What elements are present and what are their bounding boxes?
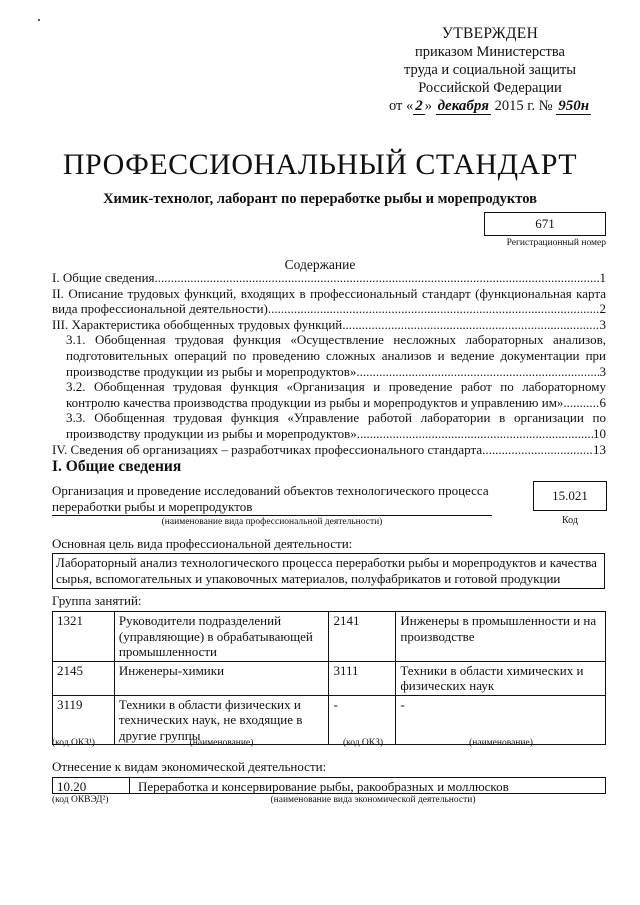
okz-code-caption: (код ОКЗ¹): [52, 738, 95, 748]
toc-item-text: 3.1. Обобщенная трудовая функция «Осуществление несложных лабораторных анализов,: [66, 332, 606, 348]
document-subtitle: Химик-технолог, лаборант по переработке рыбы и морепродуктов: [103, 191, 537, 207]
toc-item-page: 13: [593, 441, 606, 457]
toc-item-text: вида профессиональной деятельности): [52, 301, 268, 317]
okz-name: Инженеры в промышленности и на производстве: [396, 612, 606, 662]
toc-item[interactable]: [52, 317, 606, 333]
okved-row: [52, 777, 606, 794]
okz-code: 3119: [53, 695, 115, 745]
toc-item-text: подготовительных операций по проведению сложных анализов и ведение документации при: [66, 347, 606, 363]
okz-name-caption: (наименование): [189, 738, 254, 748]
table-of-contents: [52, 270, 606, 457]
table-row: [53, 612, 606, 662]
date-day: 2: [415, 98, 423, 114]
scan-speck: [38, 19, 40, 21]
occupation-table: [52, 611, 606, 745]
okz-name: Руководители подразделений (управляющие) в обрабатывающей промышленности: [114, 612, 329, 662]
okz-name-caption: (наименование): [469, 738, 533, 748]
okved-name-caption: (наименование вида экономической деятельности): [270, 795, 476, 805]
code-caption: Код: [562, 515, 578, 526]
toc-item-page: 10: [593, 425, 606, 441]
okz-name: Техники в области химических и физических наук: [396, 661, 606, 695]
toc-item-text: производству продукции из рыбы и морепродуктов»: [66, 425, 357, 441]
okz-name: Инженеры-химики: [114, 661, 329, 695]
activity-caption: (наименование вида профессиональной деятельности): [161, 517, 383, 527]
purpose-line: Лабораторный анализ технологического процесса переработки рыбы и морепродуктов и качества: [56, 555, 597, 570]
okved-name: Переработка и консервирование рыбы, ракообразных и моллюсков: [138, 779, 509, 794]
toc-item[interactable]: [52, 332, 606, 379]
okved-code: 10.20: [57, 779, 87, 794]
approval-line: Российской Федерации: [418, 80, 562, 96]
date-year: 2015 г. №: [494, 98, 553, 114]
okz-code: 3111: [329, 661, 396, 695]
toc-item-text: 3.3. Обобщенная трудовая функция «Управление работой лаборатории в организации по: [66, 410, 606, 426]
toc-item-text: производстве продукции из рыбы и морепродуктов»: [66, 363, 357, 379]
activity-name: [52, 483, 492, 516]
okved-label: Отнесение к видам экономической деятельности:: [52, 759, 327, 774]
toc-heading: Содержание: [284, 257, 356, 272]
order-number: 950н: [558, 98, 590, 114]
okz-name: -: [396, 695, 606, 745]
registration-number: 671: [484, 212, 606, 236]
toc-item-text: 3.2. Обобщенная трудовая функция «Организация и проведение работ по лабораторному: [66, 379, 606, 395]
activity-line: Организация и проведение исследований объектов технологического процесса: [52, 483, 489, 498]
toc-item[interactable]: [52, 286, 606, 317]
approval-line: приказом Министерства: [415, 44, 565, 60]
approval-line: труда и социальной защиты: [404, 62, 576, 78]
date-mid: »: [424, 98, 432, 114]
table-row: [53, 661, 606, 695]
section-heading: I. Общие сведения: [52, 458, 182, 475]
okved-code-caption: (код ОКВЭД²): [52, 795, 109, 805]
activity-line: переработки рыбы и морепродуктов: [52, 498, 253, 514]
approval-block: [330, 25, 640, 115]
toc-item-text: I. Общие сведения: [52, 270, 155, 285]
toc-item-page: 6: [599, 394, 606, 410]
approval-date: [330, 97, 640, 115]
toc-item[interactable]: [52, 442, 606, 458]
purpose-label: Основная цель вида профессиональной деятельности:: [52, 536, 353, 551]
approval-head: УТВЕРЖДЕН: [441, 25, 539, 42]
purpose-box: [52, 553, 605, 589]
date-prefix: от «: [388, 98, 414, 114]
toc-item-text: контролю качества производства продукции из рыбы и морепродуктов и управлению им»: [66, 394, 564, 410]
okved-divider: [129, 778, 130, 793]
toc-item[interactable]: [52, 379, 606, 410]
toc-item-page: 1: [599, 270, 606, 285]
okz-name: Техники в области физических и технических наук, не входящие в другие группы: [114, 695, 329, 745]
toc-item[interactable]: [52, 410, 606, 441]
group-label: Группа занятий:: [52, 593, 142, 608]
toc-item-text: II. Описание трудовых функций, входящих в профессиональный стандарт (функциональная карта: [52, 285, 606, 301]
okz-code: 2145: [53, 661, 115, 695]
okz-code: 2141: [329, 612, 396, 662]
toc-item-text: III. Характеристика обобщенных трудовых функций: [52, 316, 343, 332]
activity-code: 15.021: [533, 481, 607, 511]
purpose-line: сырья, вспомогательных и упаковочных материалов, полуфабрикатов и готовой продукции: [56, 570, 561, 586]
toc-item[interactable]: [52, 270, 606, 286]
toc-item-page: 2: [599, 301, 606, 317]
okz-code: -: [329, 695, 396, 745]
toc-item-page: 3: [599, 316, 606, 332]
registration-label: Регистрационный номер: [506, 238, 606, 248]
toc-item-page: 3: [599, 363, 606, 379]
toc-item-text: IV. Сведения об организациях – разработчиках профессионального стандарта: [52, 441, 483, 457]
okz-code-caption: (код ОКЗ): [342, 738, 384, 748]
date-month: декабря: [437, 98, 489, 114]
document-title: ПРОФЕССИОНАЛЬНЫЙ СТАНДАРТ: [62, 148, 578, 181]
okz-code: 1321: [53, 612, 115, 662]
